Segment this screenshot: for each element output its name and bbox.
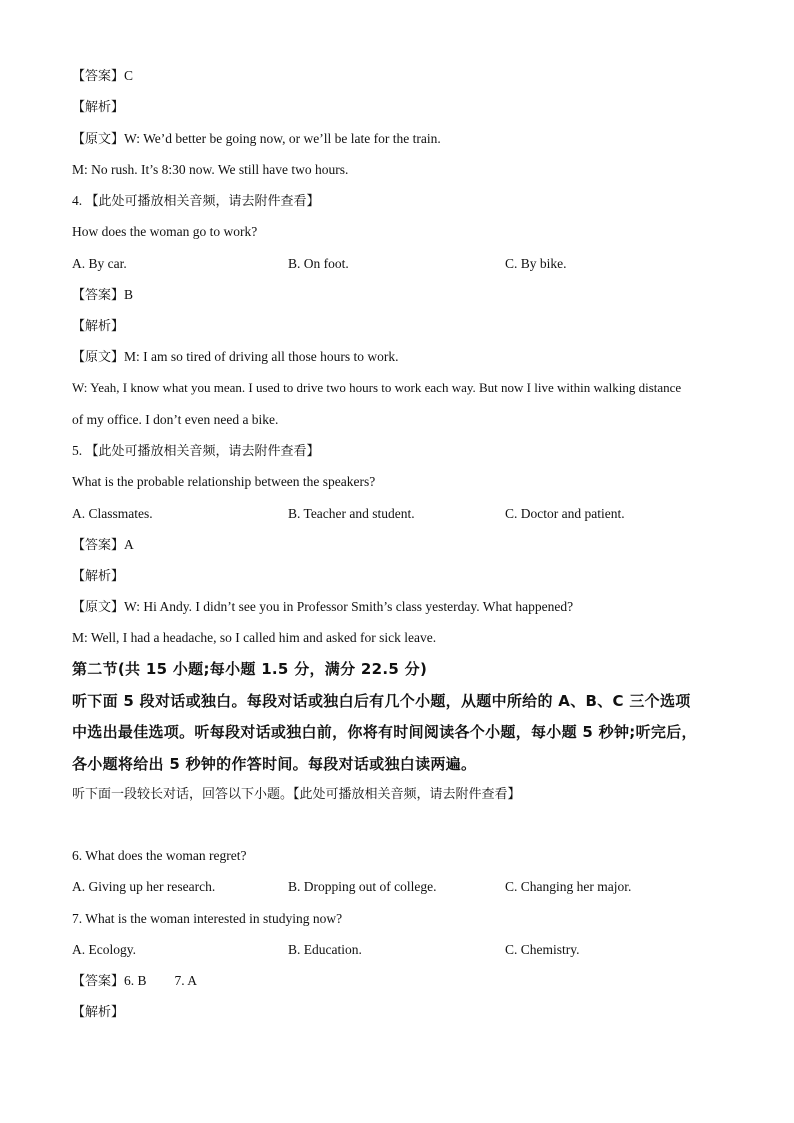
- answer-value: A: [124, 537, 134, 552]
- option-c: C. Chemistry.: [505, 942, 580, 957]
- option-c: C. By bike.: [505, 256, 567, 271]
- question-text: What is the probable relationship between the speakers?: [72, 474, 376, 489]
- answer-line: [72, 972, 197, 991]
- option-c: C. Doctor and patient.: [505, 506, 625, 521]
- source-tag: 【原文】: [72, 600, 125, 615]
- option-c: C. Changing her major.: [505, 879, 632, 894]
- transcript-line: W: Yeah, I know what you mean. I used to drive two hours to work each way. But now I live within walking distance: [72, 380, 682, 395]
- analysis-line: [72, 317, 124, 336]
- transcript-text: W: We’d better be going now, or we’ll be late for the train.: [124, 131, 441, 146]
- question-header: [72, 192, 320, 211]
- source-tag: 【原文】: [72, 132, 125, 147]
- answer-6: 6. B: [124, 973, 147, 988]
- transcript-line: [72, 348, 398, 367]
- option-b: B. Education.: [288, 942, 362, 957]
- section-heading: 第二节(共 15 小题;每小题 1.5 分，满分 22.5 分): [72, 660, 428, 678]
- option-b: B. Dropping out of college.: [288, 879, 437, 894]
- audio-note: 【此处可播放相关音频，请去附件查看】: [85, 194, 320, 209]
- answer-tag: 【答案】: [72, 974, 125, 989]
- option-b: B. On foot.: [288, 256, 349, 271]
- analysis-tag: 【解析】: [72, 319, 125, 334]
- analysis-tag: 【解析】: [72, 569, 125, 584]
- answer-value: B: [124, 287, 134, 302]
- audio-note: 【此处可播放相关音频，请去附件查看】: [85, 444, 320, 459]
- option-a: A. Giving up her research.: [72, 879, 216, 894]
- section-instructions: 中选出最佳选项。听每段对话或独白前，你将有时间阅读各个小题，每小题 5 秒钟;听完后，: [72, 723, 697, 741]
- analysis-line: [72, 98, 124, 117]
- source-tag: 【原文】: [72, 350, 125, 365]
- option-a: A. Ecology.: [72, 942, 136, 957]
- listen-note: 听下面一段较长对话，回答以下小题。【此处可播放相关音频，请去附件查看】: [72, 787, 521, 802]
- answer-value: C: [124, 68, 134, 83]
- question-text: 7. What is the woman interested in studying now?: [72, 911, 343, 926]
- answer-line: [72, 536, 134, 555]
- transcript-text: W: Hi Andy. I didn’t see you in Professor Smith’s class yesterday. What happened?: [124, 599, 574, 614]
- analysis-line: [72, 1003, 124, 1022]
- option-a: A. Classmates.: [72, 506, 153, 521]
- analysis-tag: 【解析】: [72, 1005, 125, 1020]
- answer-tag: 【答案】: [72, 538, 125, 553]
- analysis-tag: 【解析】: [72, 100, 125, 115]
- answer-tag: 【答案】: [72, 69, 125, 84]
- option-b: B. Teacher and student.: [288, 506, 415, 521]
- transcript-line: M: No rush. It’s 8:30 now. We still have two hours.: [72, 162, 349, 177]
- answer-tag: 【答案】: [72, 288, 125, 303]
- answer-line: [72, 286, 133, 305]
- question-number: 4.: [72, 193, 83, 208]
- transcript-line: [72, 130, 441, 149]
- section-instructions: 听下面 5 段对话或独白。每段对话或独白后有几个小题，从题中所给的 A、B、C 三个选项: [72, 692, 691, 710]
- transcript-line: [72, 598, 573, 617]
- option-a: A. By car.: [72, 256, 127, 271]
- question-text: How does the woman go to work?: [72, 224, 258, 239]
- section-instructions: 各小题将给出 5 秒钟的作答时间。每段对话或独白读两遍。: [72, 755, 477, 773]
- transcript-text: M: I am so tired of driving all those hours to work.: [124, 349, 399, 364]
- question-number: 5.: [72, 443, 83, 458]
- question-header: [72, 442, 320, 461]
- analysis-line: [72, 567, 124, 586]
- transcript-line: M: Well, I had a headache, so I called him and asked for sick leave.: [72, 630, 437, 645]
- answer-line: [72, 67, 133, 86]
- transcript-line: of my office. I don’t even need a bike.: [72, 412, 279, 427]
- answer-7: 7. A: [174, 973, 198, 988]
- question-text: 6. What does the woman regret?: [72, 848, 247, 863]
